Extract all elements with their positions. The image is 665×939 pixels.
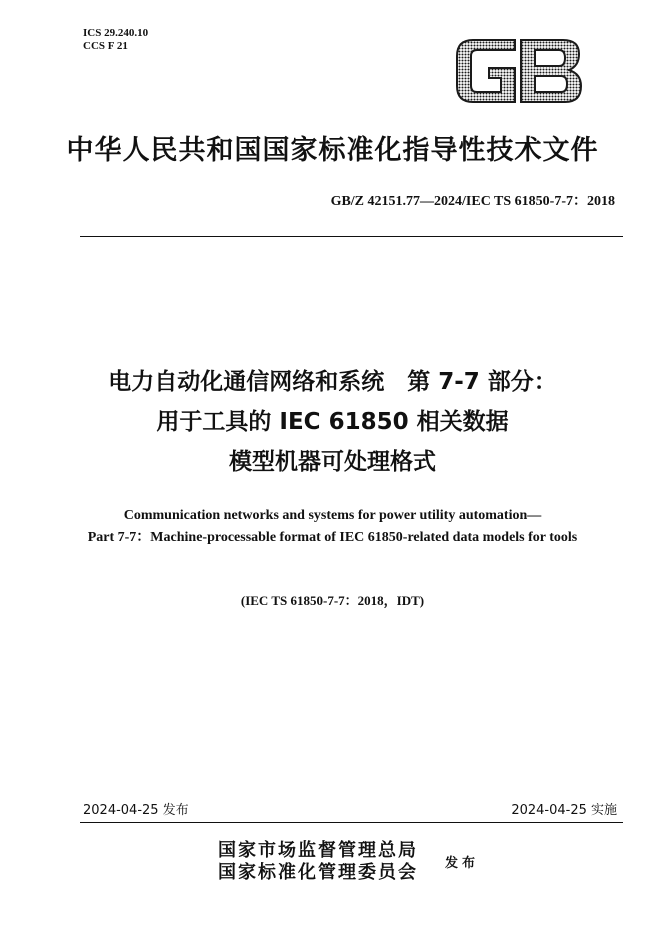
header-divider [80, 236, 623, 237]
english-title-line-1: Communication networks and systems for power utility automation— [123, 508, 542, 523]
standard-number: GB/Z 42151.77—2024/IEC TS 61850-7-7：2018 [330, 194, 615, 209]
chinese-title-line-1: 电力自动化通信网络和系统 第 7-7 部分： [108, 369, 557, 395]
english-title [0, 505, 665, 549]
document-type-heading: 中华人民共和国国家标准化指导性技术文件 [66, 135, 599, 166]
issuer-samr: 国家市场监督管理总局 [218, 840, 418, 861]
chinese-title [0, 362, 665, 482]
issuer-sac: 国家标准化管理委员会 [218, 862, 418, 883]
publish-label: 发布 [445, 856, 480, 871]
footer-divider [80, 822, 623, 823]
issue-date: 2024-04-25 发布 [83, 803, 189, 818]
issuing-authorities [218, 840, 418, 884]
english-title-line-2: Part 7-7：Machine-processable format of IEC 61850-related data models for tools [87, 530, 578, 545]
ics-code: ICS 29.240.10 [83, 27, 149, 39]
chinese-title-line-3: 模型机器可处理格式 [229, 449, 436, 475]
ccs-code: CCS F 21 [83, 40, 128, 52]
chinese-title-line-2: 用于工具的 IEC 61850 相关数据 [156, 409, 509, 435]
gb-logo [455, 38, 583, 104]
equivalence-statement: (IEC TS 61850-7-7：2018，IDT) [240, 593, 425, 608]
classification-codes [83, 27, 148, 53]
implementation-date: 2024-04-25 实施 [511, 803, 617, 818]
